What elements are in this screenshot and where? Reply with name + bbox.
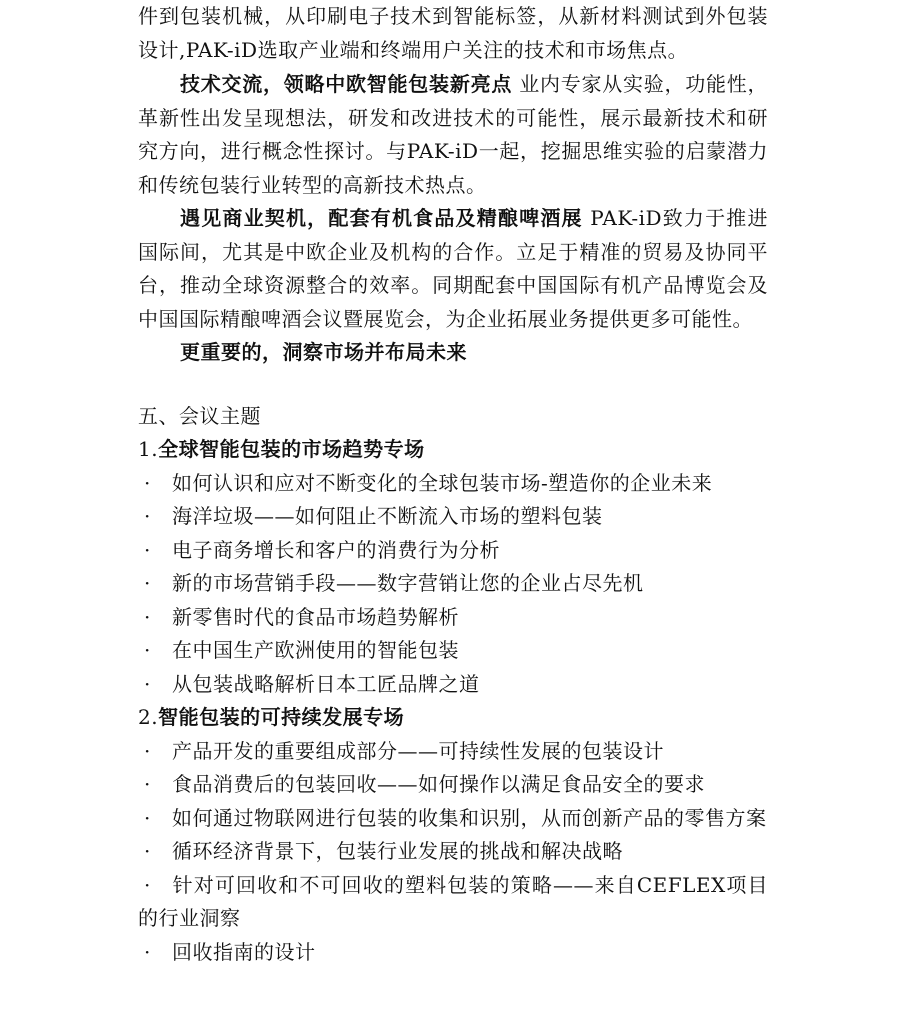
topic-list-item <box>138 936 768 970</box>
bullet-dot-icon: · <box>144 504 151 528</box>
document-page <box>138 0 768 969</box>
topic-list-item-text: 循环经济背景下，包装行业发展的挑战和解决战略 <box>172 839 623 863</box>
bullet-dot-icon: · <box>144 872 151 897</box>
topic-title-text: 智能包装的可持续发展专场 <box>158 705 405 729</box>
topic-list-item <box>138 802 768 836</box>
highlight-lead: 遇见商业契机，配套有机食品及精酿啤酒展 <box>180 206 583 230</box>
topic-item-list <box>138 467 768 702</box>
highlight-lead: 技术交流，领略中欧智能包装新亮点 <box>180 72 513 96</box>
topic-list-item <box>138 768 768 802</box>
bullet-dot-icon: · <box>144 738 151 763</box>
topic-list-item <box>138 534 768 568</box>
topic-list-item-text: 如何认识和应对不断变化的全球包装市场-塑造你的企业未来 <box>172 470 713 495</box>
bullet-dot-icon: · <box>144 537 151 562</box>
topic-list-item <box>138 467 768 501</box>
topic-item-list <box>138 735 768 970</box>
bullet-dot-icon: · <box>144 939 151 964</box>
topic-list-item <box>138 500 768 534</box>
topic-list-item-text: 食品消费后的包装回收——如何操作以满足食品安全的要求 <box>172 772 705 796</box>
section-heading: 五、会议主题 <box>138 403 261 428</box>
bullet-dot-icon: · <box>144 805 151 830</box>
highlight-paragraph <box>138 68 768 202</box>
highlight-body: PAK-iD致力于推进国际间，尤其是中欧企业及机构的合作。立足于精准的贸易及协同平台，推动全球资源整合的效率。同期配套中国国际有机产品博览会及中国国际精酿啤酒会议暨展览会，为企业拓展业务提供更多可能性。 <box>138 206 768 331</box>
bullet-dot-icon: · <box>144 571 151 595</box>
topic-title <box>138 433 768 467</box>
bullet-dot-icon: · <box>144 839 151 863</box>
topic-list-item-text: 在中国生产欧洲使用的智能包装 <box>172 638 459 662</box>
topic-title <box>138 701 768 735</box>
intro-continuation-paragraph: 件到包装机械，从印刷电子技术到智能标签，从新材料测试到外包装设计,PAK-iD选取产业端和终端用户关注的技术和市场焦点。 <box>138 4 768 62</box>
topic-list-item-text: 电子商务增长和客户的消费行为分析 <box>172 537 500 562</box>
bullet-dot-icon: · <box>144 772 151 796</box>
topic-list-item <box>138 668 768 702</box>
topic-list-item <box>138 601 768 635</box>
topic-list-item <box>138 869 768 936</box>
topic-list-item-text: 新零售时代的食品市场趋势解析 <box>172 604 459 629</box>
bullet-dot-icon: · <box>144 671 151 696</box>
topic-list-item-text: 从包装战略解析日本工匠品牌之道 <box>172 671 480 696</box>
topic-number: 2. <box>138 705 159 729</box>
topic-list-item-text: 针对可回收和不可回收的塑料包装的策略——来自CEFLEX项目的行业洞察 <box>138 872 768 930</box>
highlight-paragraph <box>138 336 768 370</box>
topic-number: 1. <box>138 437 159 461</box>
topic-list-item <box>138 634 768 668</box>
topic-list-item-text: 产品开发的重要组成部分——可持续性发展的包装设计 <box>172 738 664 763</box>
topic-title-text: 全球智能包装的市场趋势专场 <box>158 437 425 461</box>
topic-list-item-text: 新的市场营销手段——数字营销让您的企业占尽先机 <box>172 571 644 595</box>
bullet-dot-icon: · <box>144 470 151 495</box>
topic-list-item <box>138 835 768 869</box>
topic-list-item-text: 如何通过物联网进行包装的收集和识别，从而创新产品的零售方案 <box>172 805 767 830</box>
highlight-body: 业内专家从实验，功能性，革新性出发呈现想法，研发和改进技术的可能性，展示最新技术和研究方向，进行概念性探讨。与PAK-iD一起，挖掘思维实验的启蒙潜力和传统包装行业转型的高新技术热点。 <box>138 72 769 197</box>
topic-list-item <box>138 735 768 769</box>
bullet-dot-icon: · <box>144 638 151 662</box>
topic-list-item <box>138 567 768 601</box>
highlight-paragraph <box>138 202 768 336</box>
highlight-lead: 更重要的，洞察市场并布局未来 <box>180 340 467 364</box>
topic-list-item-text: 海洋垃圾——如何阻止不断流入市场的塑料包装 <box>172 504 603 528</box>
topic-list-item-text: 回收指南的设计 <box>172 939 316 964</box>
bullet-dot-icon: · <box>144 604 151 629</box>
spacer <box>138 370 768 400</box>
